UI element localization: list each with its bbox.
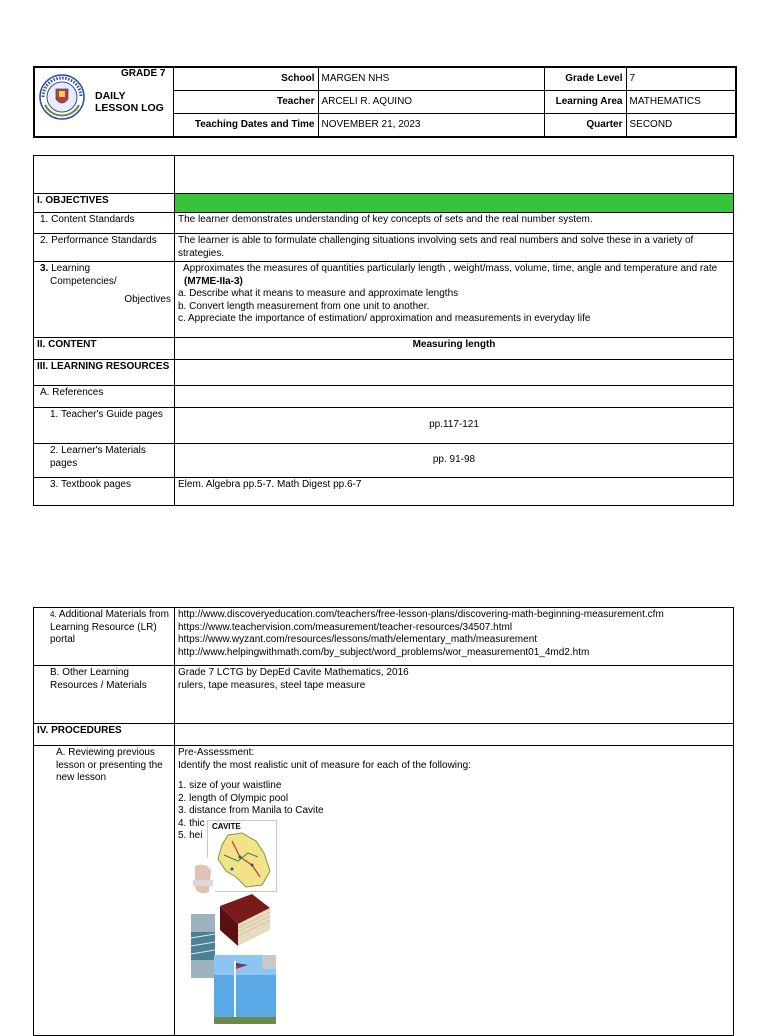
performance-standards-label: 2. Performance Standards: [34, 234, 175, 262]
additional-label-text: Additional Materials from Learning Resource (LR) portal: [50, 609, 169, 645]
competencies-label-3: Objectives: [124, 294, 171, 305]
objective-a: a. Describe what it means to measure and approximate lengths: [178, 288, 459, 299]
header-block: [33, 66, 735, 134]
list-item: 5. hei: [178, 830, 203, 841]
competencies-num: 3.: [40, 263, 49, 274]
blank-cell: [175, 724, 734, 746]
link-item[interactable]: https://www.teachervision.com/measurement/teacher-resources/34507.html: [178, 621, 513, 633]
pool-image: [191, 914, 215, 978]
book-image: [216, 890, 272, 950]
grade-level-label: Grade Level: [544, 67, 626, 91]
lesson-table-page-2: [33, 607, 734, 1036]
content-standards-label: 1. Content Standards: [34, 213, 175, 234]
additional-num: 4.: [50, 610, 57, 619]
instruction-text: Identify the most realistic unit of measure for each of the following:: [178, 759, 471, 771]
other-line-2: rulers, tape measures, steel tape measure: [178, 679, 366, 691]
doc-title-line-2: LESSON LOG: [95, 102, 164, 114]
teacher-label: Teacher: [173, 91, 318, 114]
teachers-guide-value: pp.117-121: [175, 408, 734, 444]
quarter-value: SECOND: [626, 114, 736, 138]
references-label: A. References: [34, 386, 175, 408]
header-title-cell: [34, 67, 173, 137]
procedures-heading: IV. PROCEDURES: [34, 724, 175, 746]
dates-label: Teaching Dates and Time: [173, 114, 318, 138]
learners-materials-label: 2. Learner's Materials pages: [34, 444, 175, 478]
learning-area-value: MATHEMATICS: [626, 91, 736, 114]
doc-title-line-1: DAILY: [95, 90, 126, 102]
competencies-code: (M7ME-IIa-3): [184, 275, 243, 287]
learners-materials-value: pp. 91-98: [175, 444, 734, 478]
performance-standards-value: The learner is able to formulate challenging situations involving sets and real numbers and solve these in a variety of strategies.: [175, 234, 734, 262]
procedure-a-text: A. Reviewing previous lesson or presenting the new lesson: [56, 747, 163, 783]
teachers-guide-label: 1. Teacher's Guide pages: [34, 408, 175, 444]
additional-materials-label: [34, 608, 175, 666]
competencies-value: [175, 262, 734, 338]
blank-cell: [34, 156, 175, 194]
map-icon: [212, 831, 274, 889]
lesson-table-page-1: [33, 155, 734, 506]
content-standards-value: The learner demonstrates understanding of key concepts of sets and the real number system.: [175, 213, 734, 234]
school-value: MARGEN NHS: [318, 67, 544, 91]
content-heading: II. CONTENT: [34, 338, 175, 360]
objectives-heading: I. OBJECTIVES: [34, 194, 175, 213]
blank-cell: [175, 386, 734, 408]
flagpole-image: [214, 955, 276, 1024]
dates-value: NOVEMBER 21, 2023: [318, 114, 544, 138]
additional-links: [175, 608, 734, 666]
textbook-value: Elem. Algebra pp.5-7. Math Digest pp.6-7: [175, 478, 734, 506]
school-label: School: [173, 67, 318, 91]
list-item: 1. size of your waistline: [178, 780, 282, 791]
link-item[interactable]: http://www.helpingwithmath.com/by_subject/word_problems/wor_measurement01_4md2.htm: [178, 646, 590, 658]
grade-tag: GRADE 7: [121, 68, 166, 79]
content-value: Measuring length: [175, 338, 734, 360]
objective-b: b. Convert length measurement from one unit to another.: [178, 300, 430, 312]
map-label: CAVITE: [212, 822, 241, 831]
list-item: 3. distance from Manila to Cavite: [178, 805, 324, 816]
list-item: 2. length of Olympic pool: [178, 792, 289, 804]
learning-area-label: Learning Area: [544, 91, 626, 114]
pre-assessment-title: Pre-Assessment:: [178, 747, 255, 758]
other-resources-value: [175, 666, 734, 724]
blank-cell: [175, 360, 734, 386]
competencies-intro: Approximates the measures of quantities particularly length , weight/mass, volume, time, angle and temperature and rate: [183, 263, 718, 274]
deped-seal-icon: [37, 69, 87, 125]
other-resources-label: B. Other Learning Resources / Materials: [34, 666, 175, 724]
objectives-green-bar: [175, 194, 734, 213]
learning-resources-heading: III. LEARNING RESOURCES: [34, 360, 175, 386]
blank-cell: [175, 156, 734, 194]
teacher-value: ARCELI R. AQUINO: [318, 91, 544, 114]
link-item[interactable]: http://www.discoveryeducation.com/teachers/free-lesson-plans/discovering-math-beginning-measurement.cfm: [178, 609, 664, 620]
other-line-1: Grade 7 LCTG by DepEd Cavite Mathematics, 2016: [178, 667, 409, 678]
header-table: [33, 66, 737, 138]
list-item: 4. thic: [178, 817, 205, 829]
objective-c: c. Appreciate the importance of estimation/ approximation and measurements in everyday life: [178, 313, 591, 324]
textbook-label: 3. Textbook pages: [34, 478, 175, 506]
procedure-a-label: [34, 746, 175, 1036]
measuring-hand-image: [191, 858, 215, 898]
competencies-label-1: Learning: [51, 263, 91, 274]
link-item[interactable]: https://www.wyzant.com/resources/lessons/math/elementary_math/measurement: [178, 634, 538, 645]
grade-level-value: 7: [626, 67, 736, 91]
competencies-label: [34, 262, 175, 338]
competencies-label-2: Competencies/: [50, 275, 117, 287]
cavite-map-image: [207, 820, 277, 892]
quarter-label: Quarter: [544, 114, 626, 138]
